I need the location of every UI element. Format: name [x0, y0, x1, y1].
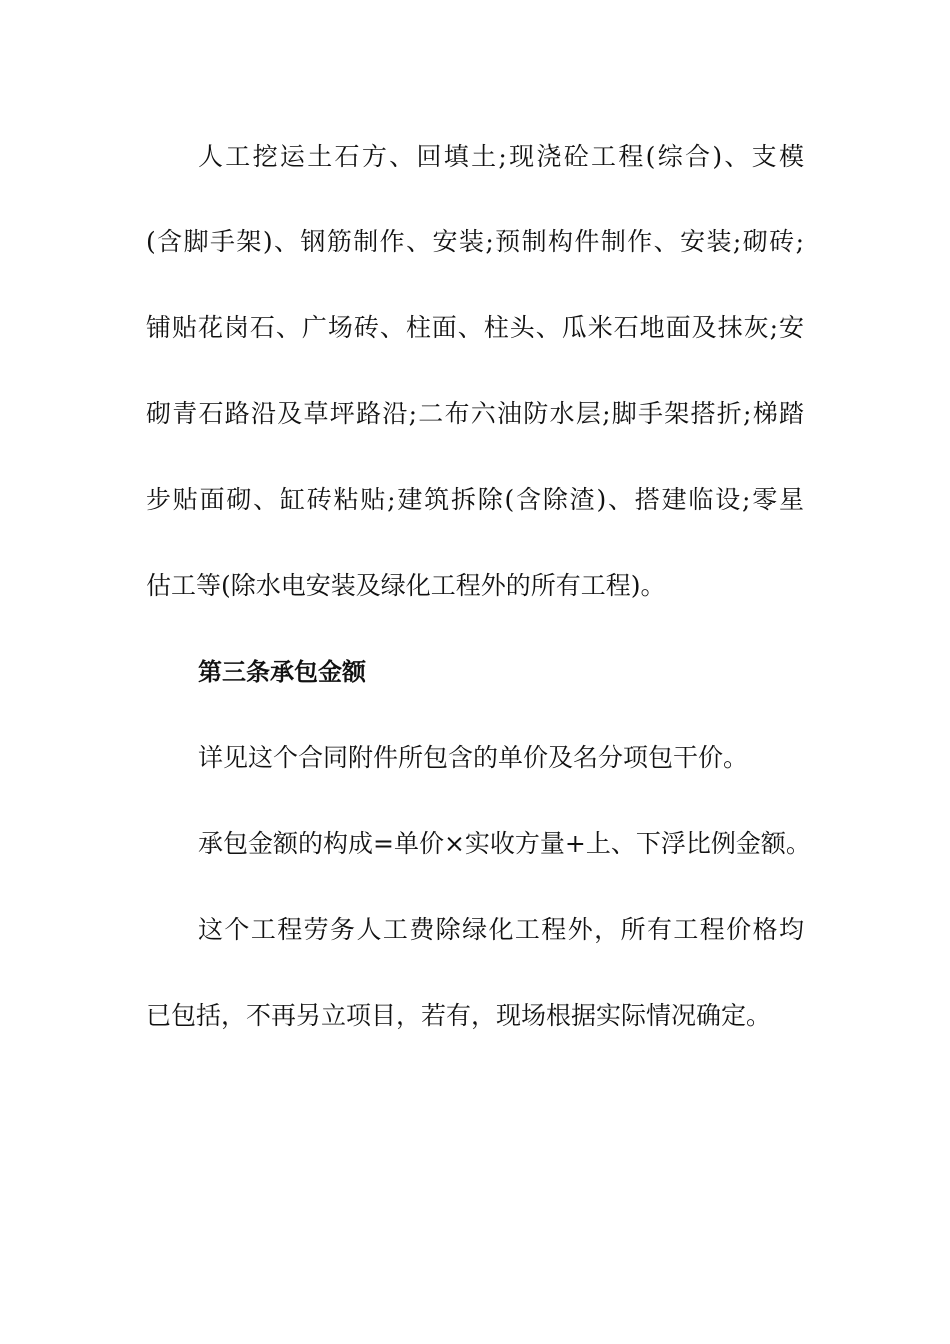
- paragraph-line: [146, 996, 826, 1036]
- paragraph-line: [146, 308, 804, 348]
- paragraph-line: [146, 480, 804, 520]
- text-line: (含脚手架)、钢筋制作、安装;预制构件制作、安装;砌砖;: [146, 227, 804, 256]
- text-line: 这个工程劳务人工费除绿化工程外，所有工程价格均: [198, 915, 804, 944]
- text-line: 步贴面砌、缸砖粘贴;建筑拆除(含除渣)、搭建临设;零星: [146, 485, 804, 514]
- text-line: 已包括，不再另立项目，若有，现场根据实际情况确定。: [146, 1001, 772, 1030]
- paragraph-line: [198, 738, 798, 778]
- paragraph-line: [146, 566, 706, 606]
- paragraph-line: [198, 824, 818, 864]
- text-line: 铺贴花岗石、广场砖、柱面、柱头、瓜米石地面及抹灰;安: [146, 313, 804, 342]
- section-heading: [198, 652, 498, 692]
- text-line: 详见这个合同附件所包含的单价及名分项包干价。: [198, 743, 749, 772]
- text-line: 承包金额的构成=单价×实收方量+上、下浮比例金额。: [198, 829, 811, 858]
- paragraph-line: [198, 137, 804, 177]
- text-line: 估工等(除水电安装及绿化工程外的所有工程)。: [146, 571, 666, 600]
- paragraph-line: [198, 910, 804, 950]
- section-heading-text: 第三条承包金额: [198, 658, 366, 686]
- paragraph-line: [146, 222, 804, 262]
- text-line: 人工挖运土石方、回填土;现浇砼工程(综合)、支模: [198, 142, 804, 171]
- text-line: 砌青石路沿及草坪路沿;二布六油防水层;脚手架搭折;梯踏: [146, 399, 804, 428]
- paragraph-line: [146, 394, 804, 434]
